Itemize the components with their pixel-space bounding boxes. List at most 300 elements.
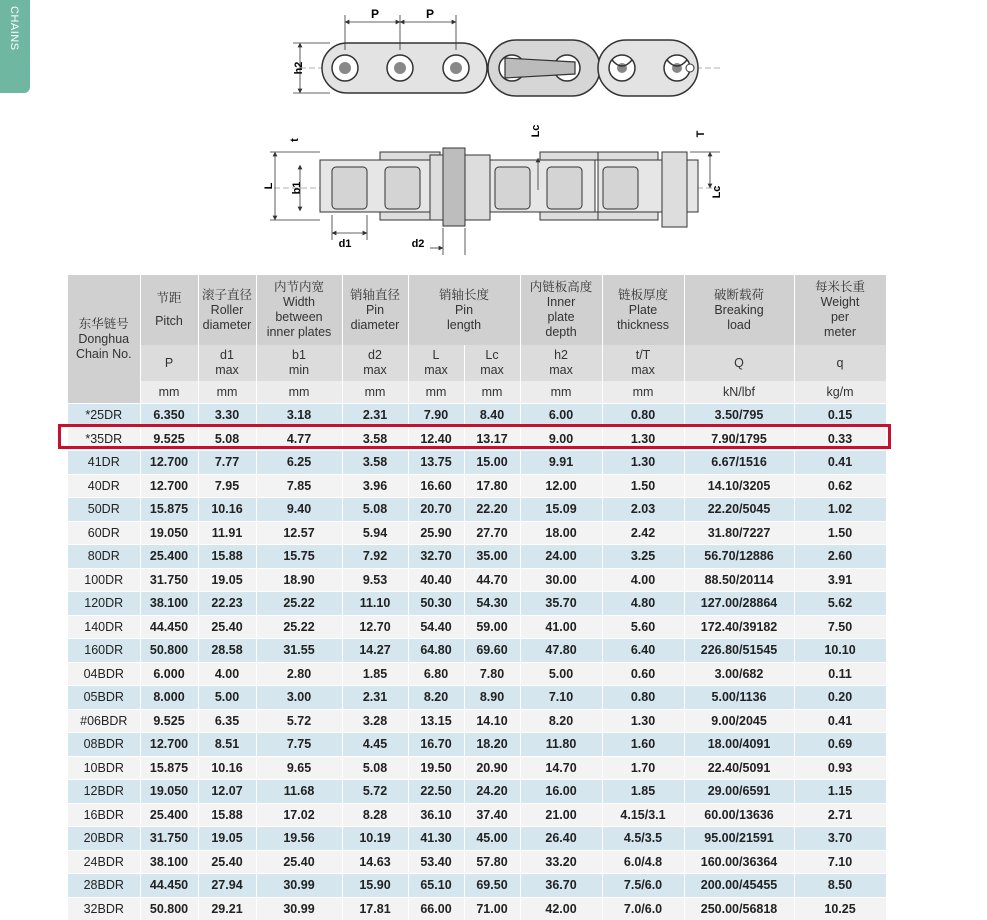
value-cell: 8.90 bbox=[464, 686, 520, 710]
chain-no-cell: 60DR bbox=[68, 521, 140, 545]
value-cell: 6.25 bbox=[256, 451, 342, 475]
pitch-label-2: P bbox=[426, 7, 434, 21]
chain-no-cell: *25DR bbox=[68, 404, 140, 428]
lc-right-label: Lc bbox=[711, 186, 723, 199]
value-cell: 10.19 bbox=[342, 827, 408, 851]
value-cell: 6.80 bbox=[408, 662, 464, 686]
value-cell: 11.80 bbox=[520, 733, 602, 757]
value-cell: 6.35 bbox=[198, 709, 256, 733]
value-cell: 15.88 bbox=[198, 545, 256, 569]
value-cell: 1.85 bbox=[342, 662, 408, 686]
value-cell: 10.16 bbox=[198, 498, 256, 522]
value-cell: 18.00/4091 bbox=[684, 733, 794, 757]
value-cell: 3.50/795 bbox=[684, 404, 794, 428]
header-plate-thickness: 链板厚度 Plate thickness bbox=[602, 275, 684, 345]
value-cell: 12.00 bbox=[520, 474, 602, 498]
value-cell: 24.20 bbox=[464, 780, 520, 804]
value-cell: 7.95 bbox=[198, 474, 256, 498]
value-cell: 36.10 bbox=[408, 803, 464, 827]
value-cell: 44.450 bbox=[140, 874, 198, 898]
value-cell: 5.72 bbox=[256, 709, 342, 733]
unit-cell: mm bbox=[198, 381, 256, 404]
h2-label: h2 bbox=[293, 62, 305, 75]
value-cell: 22.20 bbox=[464, 498, 520, 522]
T-label: T bbox=[695, 130, 707, 137]
chain-header-en2: Chain No. bbox=[68, 347, 140, 362]
value-cell: 5.08 bbox=[342, 498, 408, 522]
chain-no-cell: 50DR bbox=[68, 498, 140, 522]
value-cell: 1.02 bbox=[794, 498, 886, 522]
value-cell: 54.40 bbox=[408, 615, 464, 639]
value-cell: 4.77 bbox=[256, 427, 342, 451]
value-cell: 7.75 bbox=[256, 733, 342, 757]
value-cell: 1.85 bbox=[602, 780, 684, 804]
value-cell: 1.50 bbox=[602, 474, 684, 498]
value-cell: 8.50 bbox=[794, 874, 886, 898]
value-cell: 5.94 bbox=[342, 521, 408, 545]
header-unit-row bbox=[68, 381, 886, 404]
value-cell: 5.00/1136 bbox=[684, 686, 794, 710]
value-cell: 45.00 bbox=[464, 827, 520, 851]
value-cell: 9.53 bbox=[342, 568, 408, 592]
value-cell: 22.20/5045 bbox=[684, 498, 794, 522]
value-cell: 14.27 bbox=[342, 639, 408, 663]
value-cell: 31.80/7227 bbox=[684, 521, 794, 545]
value-cell: 44.70 bbox=[464, 568, 520, 592]
table-row bbox=[68, 827, 886, 851]
value-cell: 2.80 bbox=[256, 662, 342, 686]
value-cell: 25.400 bbox=[140, 545, 198, 569]
table-row bbox=[68, 803, 886, 827]
value-cell: 3.28 bbox=[342, 709, 408, 733]
header-roller-diameter: 滚子直径 Roller diameter bbox=[198, 275, 256, 345]
value-cell: 2.42 bbox=[602, 521, 684, 545]
table-row bbox=[68, 474, 886, 498]
value-cell: 22.40/5091 bbox=[684, 756, 794, 780]
table-body bbox=[68, 404, 886, 920]
value-cell: 8.20 bbox=[520, 709, 602, 733]
table-row bbox=[68, 498, 886, 522]
value-cell: 69.60 bbox=[464, 639, 520, 663]
value-cell: 0.41 bbox=[794, 451, 886, 475]
value-cell: 127.00/28864 bbox=[684, 592, 794, 616]
value-cell: 4.00 bbox=[198, 662, 256, 686]
value-cell: 30.99 bbox=[256, 897, 342, 920]
table-row bbox=[68, 897, 886, 920]
unit-cell: kN/lbf bbox=[684, 381, 794, 404]
value-cell: 35.70 bbox=[520, 592, 602, 616]
value-cell: 0.80 bbox=[602, 404, 684, 428]
value-cell: 59.00 bbox=[464, 615, 520, 639]
chain-no-cell: 40DR bbox=[68, 474, 140, 498]
value-cell: 25.40 bbox=[198, 850, 256, 874]
value-cell: 5.00 bbox=[520, 662, 602, 686]
chain-no-cell: 120DR bbox=[68, 592, 140, 616]
value-cell: 19.050 bbox=[140, 521, 198, 545]
pitch-label-1: P bbox=[371, 7, 379, 21]
table-row bbox=[68, 756, 886, 780]
chain-header-cn: 东华链号 bbox=[68, 317, 140, 332]
value-cell: 71.00 bbox=[464, 897, 520, 920]
symbol-cell: P bbox=[140, 345, 198, 381]
chain-side-view bbox=[293, 7, 720, 96]
value-cell: 1.30 bbox=[602, 709, 684, 733]
symbol-cell: L max bbox=[408, 345, 464, 381]
value-cell: 66.00 bbox=[408, 897, 464, 920]
value-cell: 20.70 bbox=[408, 498, 464, 522]
value-cell: 7.5/6.0 bbox=[602, 874, 684, 898]
value-cell: 25.40 bbox=[198, 615, 256, 639]
value-cell: 30.99 bbox=[256, 874, 342, 898]
l-label: L bbox=[263, 182, 275, 189]
chain-no-cell: *35DR bbox=[68, 427, 140, 451]
value-cell: 3.58 bbox=[342, 451, 408, 475]
value-cell: 14.70 bbox=[520, 756, 602, 780]
value-cell: 11.10 bbox=[342, 592, 408, 616]
value-cell: 7.0/6.0 bbox=[602, 897, 684, 920]
unit-cell: mm bbox=[140, 381, 198, 404]
value-cell: 12.40 bbox=[408, 427, 464, 451]
value-cell: 69.50 bbox=[464, 874, 520, 898]
value-cell: 7.90 bbox=[408, 404, 464, 428]
value-cell: 65.10 bbox=[408, 874, 464, 898]
symbol-cell: d1 max bbox=[198, 345, 256, 381]
value-cell: 4.5/3.5 bbox=[602, 827, 684, 851]
value-cell: 40.40 bbox=[408, 568, 464, 592]
value-cell: 22.50 bbox=[408, 780, 464, 804]
symbol-cell: d2 max bbox=[342, 345, 408, 381]
value-cell: 7.85 bbox=[256, 474, 342, 498]
value-cell: 9.00 bbox=[520, 427, 602, 451]
value-cell: 16.60 bbox=[408, 474, 464, 498]
value-cell: 60.00/13636 bbox=[684, 803, 794, 827]
value-cell: 53.40 bbox=[408, 850, 464, 874]
value-cell: 250.00/56818 bbox=[684, 897, 794, 920]
value-cell: 47.80 bbox=[520, 639, 602, 663]
value-cell: 57.80 bbox=[464, 850, 520, 874]
value-cell: 1.70 bbox=[602, 756, 684, 780]
chain-no-cell: 100DR bbox=[68, 568, 140, 592]
value-cell: 29.21 bbox=[198, 897, 256, 920]
value-cell: 95.00/21591 bbox=[684, 827, 794, 851]
value-cell: 3.30 bbox=[198, 404, 256, 428]
table-row bbox=[68, 592, 886, 616]
value-cell: 31.750 bbox=[140, 568, 198, 592]
table-row bbox=[68, 686, 886, 710]
chain-no-cell: 12BDR bbox=[68, 780, 140, 804]
value-cell: 7.92 bbox=[342, 545, 408, 569]
value-cell: 44.450 bbox=[140, 615, 198, 639]
value-cell: 3.58 bbox=[342, 427, 408, 451]
value-cell: 0.93 bbox=[794, 756, 886, 780]
unit-cell: mm bbox=[342, 381, 408, 404]
unit-cell: mm bbox=[464, 381, 520, 404]
value-cell: 6.40 bbox=[602, 639, 684, 663]
value-cell: 12.700 bbox=[140, 474, 198, 498]
value-cell: 17.02 bbox=[256, 803, 342, 827]
value-cell: 31.750 bbox=[140, 827, 198, 851]
unit-cell: mm bbox=[602, 381, 684, 404]
value-cell: 3.96 bbox=[342, 474, 408, 498]
value-cell: 2.31 bbox=[342, 404, 408, 428]
value-cell: 8.40 bbox=[464, 404, 520, 428]
chain-spec-table bbox=[68, 275, 887, 920]
table-row bbox=[68, 639, 886, 663]
header-breaking-load: 破断载荷 Breaking load bbox=[684, 275, 794, 345]
value-cell: 13.75 bbox=[408, 451, 464, 475]
chain-no-cell: 04BDR bbox=[68, 662, 140, 686]
value-cell: 32.70 bbox=[408, 545, 464, 569]
header-pin-diameter: 销轴直径 Pin diameter bbox=[342, 275, 408, 345]
value-cell: 0.80 bbox=[602, 686, 684, 710]
value-cell: 13.17 bbox=[464, 427, 520, 451]
chain-no-cell: 32BDR bbox=[68, 897, 140, 920]
value-cell: 172.40/39182 bbox=[684, 615, 794, 639]
value-cell: 25.90 bbox=[408, 521, 464, 545]
value-cell: 2.31 bbox=[342, 686, 408, 710]
symbol-cell: b1 min bbox=[256, 345, 342, 381]
value-cell: 54.30 bbox=[464, 592, 520, 616]
value-cell: 27.94 bbox=[198, 874, 256, 898]
table-row bbox=[68, 615, 886, 639]
value-cell: 7.10 bbox=[520, 686, 602, 710]
chain-no-cell: 16BDR bbox=[68, 803, 140, 827]
value-cell: 8.51 bbox=[198, 733, 256, 757]
unit-cell: mm bbox=[408, 381, 464, 404]
value-cell: 12.07 bbox=[198, 780, 256, 804]
value-cell: 27.70 bbox=[464, 521, 520, 545]
value-cell: 14.10 bbox=[464, 709, 520, 733]
side-tab-label: CHAINS bbox=[8, 6, 20, 51]
value-cell: 200.00/45455 bbox=[684, 874, 794, 898]
unit-cell: mm bbox=[256, 381, 342, 404]
value-cell: 3.25 bbox=[602, 545, 684, 569]
value-cell: 10.10 bbox=[794, 639, 886, 663]
value-cell: 26.40 bbox=[520, 827, 602, 851]
value-cell: 56.70/12886 bbox=[684, 545, 794, 569]
value-cell: 29.00/6591 bbox=[684, 780, 794, 804]
symbol-cell: Lc max bbox=[464, 345, 520, 381]
table-row bbox=[68, 545, 886, 569]
value-cell: 25.40 bbox=[256, 850, 342, 874]
value-cell: 35.00 bbox=[464, 545, 520, 569]
value-cell: 4.00 bbox=[602, 568, 684, 592]
value-cell: 19.05 bbox=[198, 568, 256, 592]
value-cell: 5.62 bbox=[794, 592, 886, 616]
chain-no-cell: 41DR bbox=[68, 451, 140, 475]
value-cell: 15.875 bbox=[140, 498, 198, 522]
value-cell: 16.00 bbox=[520, 780, 602, 804]
table-row bbox=[68, 733, 886, 757]
value-cell: 88.50/20114 bbox=[684, 568, 794, 592]
value-cell: 0.33 bbox=[794, 427, 886, 451]
header-pitch: 节距 Pitch bbox=[140, 275, 198, 345]
value-cell: 2.60 bbox=[794, 545, 886, 569]
value-cell: 36.70 bbox=[520, 874, 602, 898]
value-cell: 14.10/3205 bbox=[684, 474, 794, 498]
value-cell: 7.90/1795 bbox=[684, 427, 794, 451]
chain-no-cell: 05BDR bbox=[68, 686, 140, 710]
value-cell: 19.05 bbox=[198, 827, 256, 851]
symbol-cell: h2 max bbox=[520, 345, 602, 381]
chain-no-cell: 80DR bbox=[68, 545, 140, 569]
lc-top-label: Lc bbox=[530, 125, 542, 138]
value-cell: 2.71 bbox=[794, 803, 886, 827]
value-cell: 12.57 bbox=[256, 521, 342, 545]
value-cell: 24.00 bbox=[520, 545, 602, 569]
table-row bbox=[68, 451, 886, 475]
value-cell: 14.63 bbox=[342, 850, 408, 874]
value-cell: 0.20 bbox=[794, 686, 886, 710]
table-row bbox=[68, 780, 886, 804]
value-cell: 19.50 bbox=[408, 756, 464, 780]
chain-diagrams bbox=[0, 0, 987, 270]
value-cell: 12.700 bbox=[140, 451, 198, 475]
value-cell: 3.18 bbox=[256, 404, 342, 428]
chain-no-cell: 20BDR bbox=[68, 827, 140, 851]
chain-no-cell: 08BDR bbox=[68, 733, 140, 757]
value-cell: 9.65 bbox=[256, 756, 342, 780]
value-cell: 15.09 bbox=[520, 498, 602, 522]
value-cell: 6.67/1516 bbox=[684, 451, 794, 475]
value-cell: 22.23 bbox=[198, 592, 256, 616]
value-cell: 18.20 bbox=[464, 733, 520, 757]
value-cell: 10.16 bbox=[198, 756, 256, 780]
value-cell: 0.69 bbox=[794, 733, 886, 757]
value-cell: 5.08 bbox=[198, 427, 256, 451]
value-cell: 3.70 bbox=[794, 827, 886, 851]
value-cell: 7.77 bbox=[198, 451, 256, 475]
value-cell: 18.90 bbox=[256, 568, 342, 592]
table-row bbox=[68, 850, 886, 874]
header-symbol-row bbox=[68, 345, 886, 381]
unit-cell: mm bbox=[520, 381, 602, 404]
value-cell: 0.15 bbox=[794, 404, 886, 428]
chain-no-cell: #06BDR bbox=[68, 709, 140, 733]
value-cell: 3.00/682 bbox=[684, 662, 794, 686]
value-cell: 12.70 bbox=[342, 615, 408, 639]
value-cell: 19.050 bbox=[140, 780, 198, 804]
value-cell: 4.15/3.1 bbox=[602, 803, 684, 827]
chain-section-view bbox=[263, 125, 723, 255]
value-cell: 0.11 bbox=[794, 662, 886, 686]
value-cell: 6.000 bbox=[140, 662, 198, 686]
table-row bbox=[68, 662, 886, 686]
value-cell: 5.08 bbox=[342, 756, 408, 780]
value-cell: 19.56 bbox=[256, 827, 342, 851]
table-row bbox=[68, 709, 886, 733]
value-cell: 10.25 bbox=[794, 897, 886, 920]
value-cell: 12.700 bbox=[140, 733, 198, 757]
value-cell: 5.60 bbox=[602, 615, 684, 639]
value-cell: 50.800 bbox=[140, 897, 198, 920]
value-cell: 11.68 bbox=[256, 780, 342, 804]
value-cell: 5.00 bbox=[198, 686, 256, 710]
value-cell: 64.80 bbox=[408, 639, 464, 663]
value-cell: 1.30 bbox=[602, 427, 684, 451]
value-cell: 13.15 bbox=[408, 709, 464, 733]
value-cell: 33.20 bbox=[520, 850, 602, 874]
value-cell: 28.58 bbox=[198, 639, 256, 663]
value-cell: 25.22 bbox=[256, 592, 342, 616]
value-cell: 226.80/51545 bbox=[684, 639, 794, 663]
value-cell: 30.00 bbox=[520, 568, 602, 592]
value-cell: 50.30 bbox=[408, 592, 464, 616]
value-cell: 42.00 bbox=[520, 897, 602, 920]
value-cell: 41.30 bbox=[408, 827, 464, 851]
highlight-box-35dr bbox=[58, 424, 891, 449]
value-cell: 25.400 bbox=[140, 803, 198, 827]
header-width-inner: 内节内宽 Width between inner plates bbox=[256, 275, 342, 345]
table-row bbox=[68, 568, 886, 592]
symbol-cell: q bbox=[794, 345, 886, 381]
value-cell: 8.000 bbox=[140, 686, 198, 710]
table-row bbox=[68, 874, 886, 898]
value-cell: 7.80 bbox=[464, 662, 520, 686]
value-cell: 38.100 bbox=[140, 850, 198, 874]
value-cell: 15.90 bbox=[342, 874, 408, 898]
value-cell: 15.88 bbox=[198, 803, 256, 827]
value-cell: 25.22 bbox=[256, 615, 342, 639]
value-cell: 16.70 bbox=[408, 733, 464, 757]
value-cell: 160.00/36364 bbox=[684, 850, 794, 874]
value-cell: 0.41 bbox=[794, 709, 886, 733]
header-chain-no bbox=[68, 275, 140, 404]
chain-no-cell: 140DR bbox=[68, 615, 140, 639]
value-cell: 31.55 bbox=[256, 639, 342, 663]
value-cell: 9.525 bbox=[140, 709, 198, 733]
value-cell: 20.90 bbox=[464, 756, 520, 780]
chain-no-cell: 28BDR bbox=[68, 874, 140, 898]
d2-label: d2 bbox=[412, 238, 425, 250]
header-weight: 每米长重 Weight per meter bbox=[794, 275, 886, 345]
symbol-cell: Q bbox=[684, 345, 794, 381]
header-pin-length: 销轴长度 Pin length bbox=[408, 275, 520, 345]
value-cell: 1.30 bbox=[602, 451, 684, 475]
value-cell: 9.91 bbox=[520, 451, 602, 475]
value-cell: 1.50 bbox=[794, 521, 886, 545]
value-cell: 18.00 bbox=[520, 521, 602, 545]
value-cell: 6.350 bbox=[140, 404, 198, 428]
chain-no-cell: 24BDR bbox=[68, 850, 140, 874]
value-cell: 4.45 bbox=[342, 733, 408, 757]
value-cell: 5.72 bbox=[342, 780, 408, 804]
value-cell: 17.81 bbox=[342, 897, 408, 920]
value-cell: 1.60 bbox=[602, 733, 684, 757]
value-cell: 15.875 bbox=[140, 756, 198, 780]
value-cell: 8.20 bbox=[408, 686, 464, 710]
value-cell: 17.80 bbox=[464, 474, 520, 498]
value-cell: 9.525 bbox=[140, 427, 198, 451]
chain-no-cell: 160DR bbox=[68, 639, 140, 663]
value-cell: 6.0/4.8 bbox=[602, 850, 684, 874]
value-cell: 9.00/2045 bbox=[684, 709, 794, 733]
table-row bbox=[68, 521, 886, 545]
value-cell: 37.40 bbox=[464, 803, 520, 827]
value-cell: 0.60 bbox=[602, 662, 684, 686]
chain-no-cell: 10BDR bbox=[68, 756, 140, 780]
value-cell: 7.10 bbox=[794, 850, 886, 874]
b1-label: b1 bbox=[291, 182, 303, 195]
value-cell: 11.91 bbox=[198, 521, 256, 545]
value-cell: 38.100 bbox=[140, 592, 198, 616]
symbol-cell: t/T max bbox=[602, 345, 684, 381]
unit-cell: kg/m bbox=[794, 381, 886, 404]
value-cell: 7.50 bbox=[794, 615, 886, 639]
value-cell: 15.75 bbox=[256, 545, 342, 569]
value-cell: 1.15 bbox=[794, 780, 886, 804]
t-label: t bbox=[289, 138, 301, 142]
